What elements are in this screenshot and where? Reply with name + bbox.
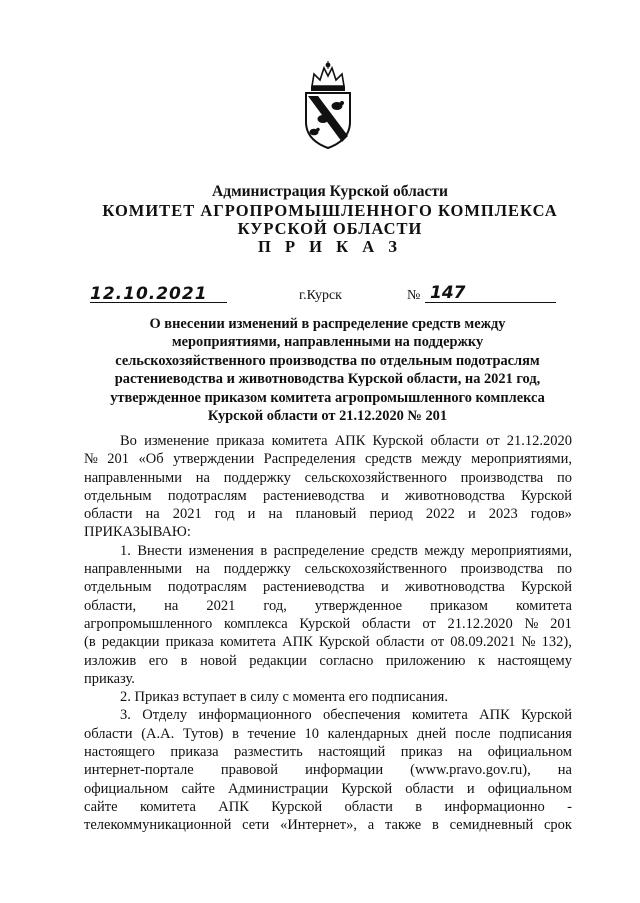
body-line: телекоммуникационной сети «Интернет», а также в семидневный срок [84,817,572,834]
body-line: отдельным подотраслям растениеводства и животноводства Курской [84,487,572,504]
body-line: 2. Приказ вступает в силу с момента его подписания. [120,689,448,706]
title-line: О внесении изменений в распределение средств между [149,316,506,332]
region-heading: КУРСКОЙ ОБЛАСТИ [237,219,423,238]
body-line: Во изменение приказа комитета АПК Курской области от 21.12.2020 [120,433,572,449]
body-line: официальном сайте Администрации Курской области и официальном [84,780,572,797]
city-label: г.Курск [299,288,342,303]
number-underline [425,302,556,303]
doc-type-heading: П Р И К А З [258,237,402,256]
title-line: утвержденное приказом комитета агропромышленного комплекса [110,389,545,406]
date-underline [90,302,227,303]
body-line: агропромышленного комплекса Курской области от 21.12.2020 № 201 [84,615,572,632]
title-line: растениеводства и животноводства Курской области, на 2021 год, [114,371,541,388]
body-line: области (А.А. Тутов) в течение 10 календарных дней после подписания [84,725,572,742]
committee-heading: КОМИТЕТ АГРОПРОМЫШЛЕННОГО КОМПЛЕКСА [102,201,558,220]
administration-heading: Администрация Курской области [212,183,448,200]
body-line: приказу. [84,670,135,687]
body-line: настоящего приказа разместить настоящий приказ на официальном [84,744,572,761]
handwritten-date: 12.10.2021 [90,284,208,304]
body-line: изложив его в новой редакции согласно приложению к настоящему [84,652,572,669]
handwritten-number: 147 [430,283,466,303]
title-line: сельскохозяйственного производства по отдельным подотраслям [115,352,540,369]
body-line: отдельным подотраслям растениеводства и животноводства Курской [84,579,572,596]
body-line: ПРИКАЗЫВАЮ: [84,524,191,541]
order-body [84,432,572,835]
coat-of-arms-emblem [298,60,358,150]
body-line: области, на 2021 год, утвержденное приказом комитета [84,597,572,614]
body-line: сайте комитета АПК Курской области в информационно - [84,798,572,815]
order-title [60,315,595,425]
title-line: Курской области от 21.12.2020 № 201 [207,408,448,425]
body-line: 3. Отделу информационного обеспечения комитета АПК Курской [120,707,572,724]
body-line: направленными на поддержку сельскохозяйственного производства по [84,469,572,486]
title-line: мероприятиями, направленными на поддержку [171,334,484,351]
body-line: (в редакции приказа комитета АПК Курской области от 08.09.2021 № 132), [84,634,572,651]
dateline [0,283,640,307]
body-line: 1. Внести изменения в распределение средств между мероприятиями, [120,542,572,559]
body-line: интернет-портале правовой информации (www.pravo.gov.ru), на [84,762,572,779]
number-sign: № [407,288,421,303]
body-line: направленными на поддержку сельскохозяйственного производства по [84,561,572,578]
body-line: области на 2021 год и на плановый период 2022 и 2023 годов» [84,506,572,523]
body-line: № 201 «Об утверждении Распределения средств между мероприятиями, [84,451,572,468]
